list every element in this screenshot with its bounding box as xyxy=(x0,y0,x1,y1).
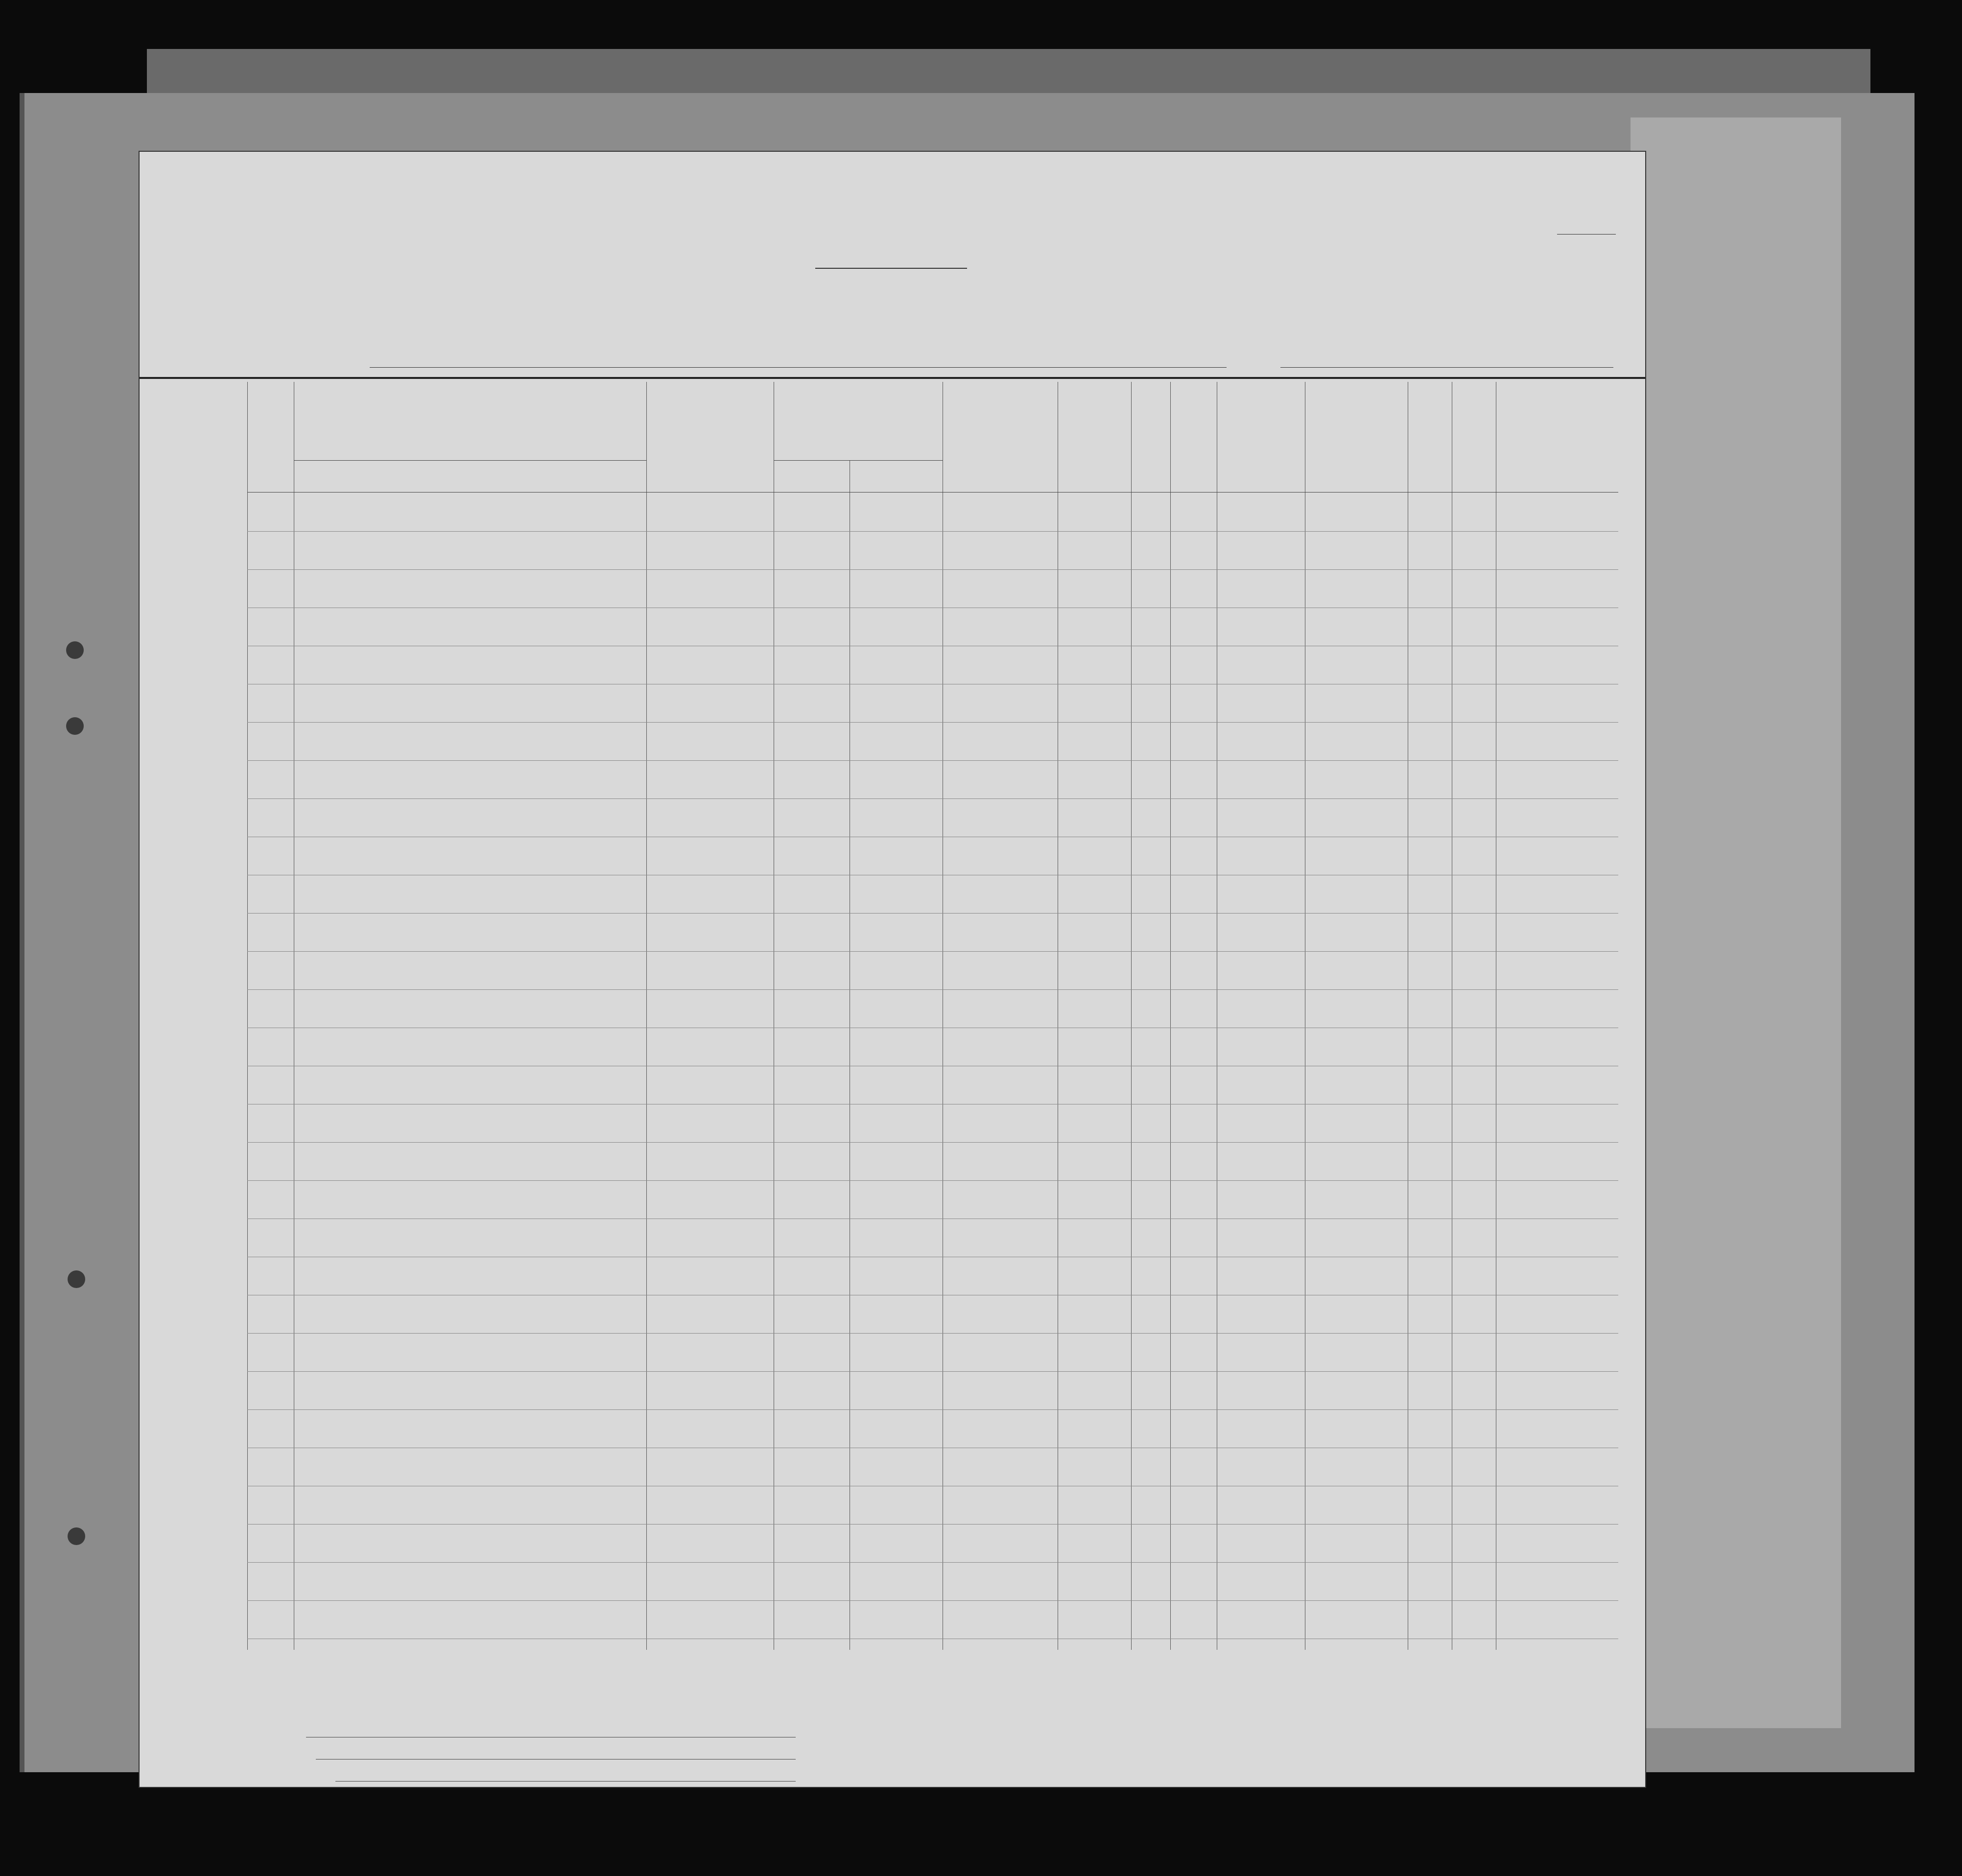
row-rule xyxy=(247,913,1618,914)
row-rule xyxy=(247,1562,1618,1563)
punch-hole xyxy=(68,1527,85,1545)
col-divider xyxy=(1131,382,1132,1650)
from-underline xyxy=(1280,367,1613,368)
row-rule xyxy=(247,989,1618,990)
punch-hole xyxy=(68,1270,85,1288)
table-top-rule xyxy=(140,377,1645,379)
vessel-underline xyxy=(370,367,752,368)
row-rule xyxy=(247,1409,1618,1410)
row-rule xyxy=(247,760,1618,761)
col-divider xyxy=(1170,382,1171,1650)
footer-agents-rule xyxy=(335,1781,796,1782)
col-divider xyxy=(247,382,248,1650)
row-rule xyxy=(247,569,1618,570)
row-rule xyxy=(247,1180,1618,1181)
row-rule xyxy=(247,722,1618,723)
port-underline xyxy=(708,367,1227,368)
punch-hole xyxy=(66,717,84,735)
col-divider xyxy=(646,382,647,1650)
row-rule xyxy=(247,1333,1618,1334)
name-subheader-rule xyxy=(294,460,646,461)
row-rule xyxy=(247,1142,1618,1143)
shipped-subheader-rule xyxy=(774,460,943,461)
row-rule xyxy=(247,798,1618,799)
row-rule xyxy=(247,1371,1618,1372)
right-overlap-sheet xyxy=(1631,117,1841,1728)
row-rule xyxy=(247,531,1618,532)
punch-hole xyxy=(66,641,84,659)
manifest-page xyxy=(140,152,1645,1787)
title-rule xyxy=(815,268,967,269)
row-rule xyxy=(247,1600,1618,1601)
row-rule xyxy=(247,951,1618,952)
